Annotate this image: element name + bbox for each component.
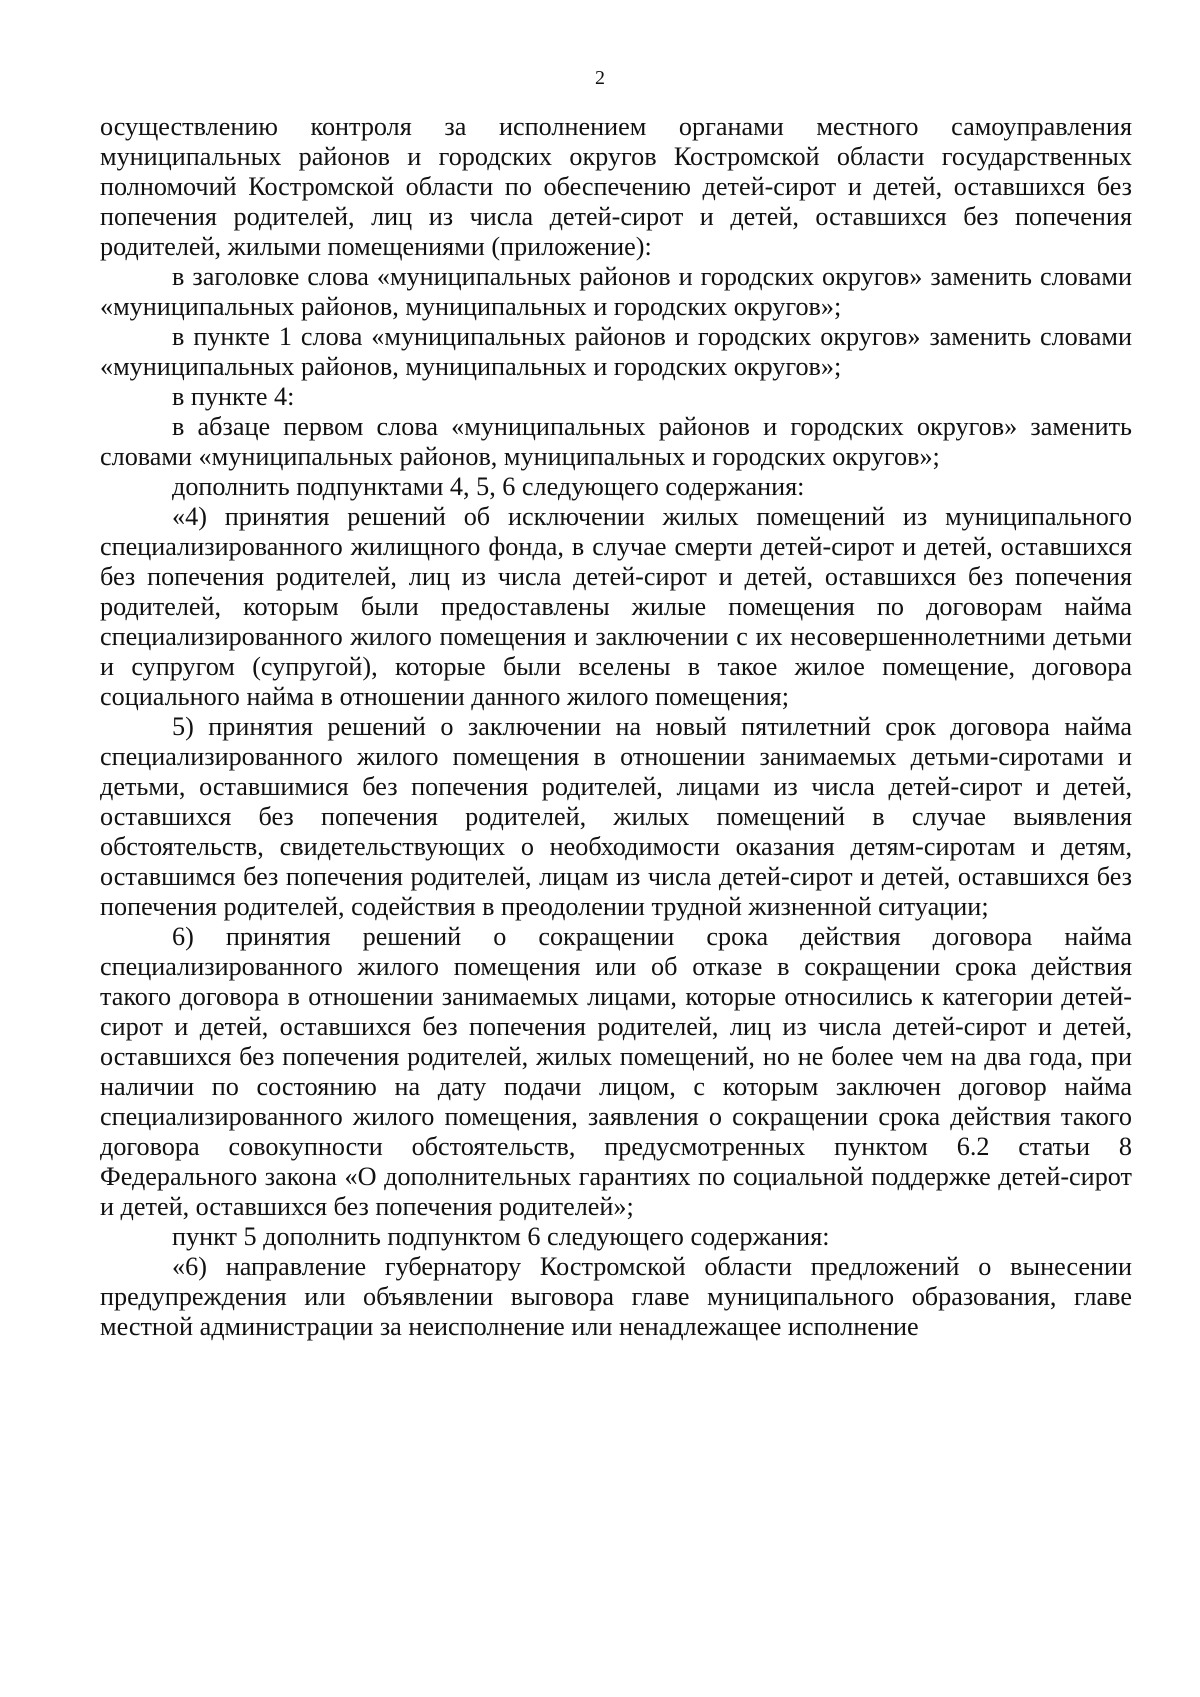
paragraph: осуществлению контроля за исполнением органами местного самоуправления муниципальных районов и городских округов Костромской области государственных полномочий Костромской области по обеспечению детей-сирот и детей, оставшихся без попечения родителей, лиц из числа детей-сирот и детей, оставшихся без попечения родителей, жилыми помещениями (приложение): (100, 112, 1132, 261)
paragraph: 5) принятия решений о заключении на новый пятилетний срок договора найма специализированного жилого помещения в отношении занимаемых детьми-сиротами и детьми, оставшимися без попечения родителей, лицами из числа детей-сирот и детей, оставшихся без попечения родителей, жилых помещений в случае выявления обстоятельств, свидетельствующих о необходимости оказания детям-сиротам и детям, оставшимся без попечения родителей, лицам из числа детей-сирот и детей, оставшихся без попечения родителей, содействия в преодолении трудной жизненной ситуации; (100, 712, 1132, 921)
paragraph: в заголовке слова «муниципальных районов и городских округов» заменить словами «муниципальных районов, муниципальных и городских округов»; (100, 262, 1132, 321)
paragraph: дополнить подпунктами 4, 5, 6 следующего содержания: (172, 472, 805, 501)
paragraph: «4) принятия решений об исключении жилых помещений из муниципального специализированного жилищного фонда, в случае смерти детей-сирот и детей, оставшихся без попечения родителей, лиц из числа детей-сирот и детей, оставшихся без попечения родителей, которым были предоставлены жилые помещения по договорам найма специализированного жилого помещения и заключении с их несовершеннолетними детьми и супругом (супругой), которые были вселены в такое жилое помещение, договора социального найма в отношении данного жилого помещения; (100, 502, 1132, 711)
paragraph: 6) принятия решений о сокращении срока действия договора найма специализированного жилого помещения или об отказе в сокращении срока действия такого договора в отношении занимаемых лицами, которые относились к категории детей-сирот и детей, оставшихся без попечения родителей, лиц из числа детей-сирот и детей, оставшихся без попечения родителей, жилых помещений, но не более чем на два года, при наличии по состоянию на дату подачи лицом, с которым заключен договор найма специализированного жилого помещения, заявления о сокращении срока действия такого договора совокупности обстоятельств, предусмотренных пунктом 6.2 статьи 8 Федерального закона «О дополнительных гарантиях по социальной поддержке детей-сирот и детей, оставшихся без попечения родителей»; (100, 922, 1132, 1221)
paragraph: пункт 5 дополнить подпунктом 6 следующего содержания: (172, 1222, 830, 1251)
paragraph: «6) направление губернатору Костромской области предложений о вынесении предупреждения или объявлении выговора главе муниципального образования, главе местной администрации за неисполнение или ненадлежащее исполнение (100, 1252, 1132, 1341)
paragraph: в абзаце первом слова «муниципальных районов и городских округов» заменить словами «муниципальных районов, муниципальных и городских округов»; (100, 412, 1132, 471)
page-number: 2 (595, 67, 605, 89)
document-body (100, 112, 1132, 1342)
paragraph: в пункте 4: (172, 382, 295, 411)
paragraph: в пункте 1 слова «муниципальных районов и городских округов» заменить словами «муниципальных районов, муниципальных и городских округов»; (100, 322, 1132, 381)
